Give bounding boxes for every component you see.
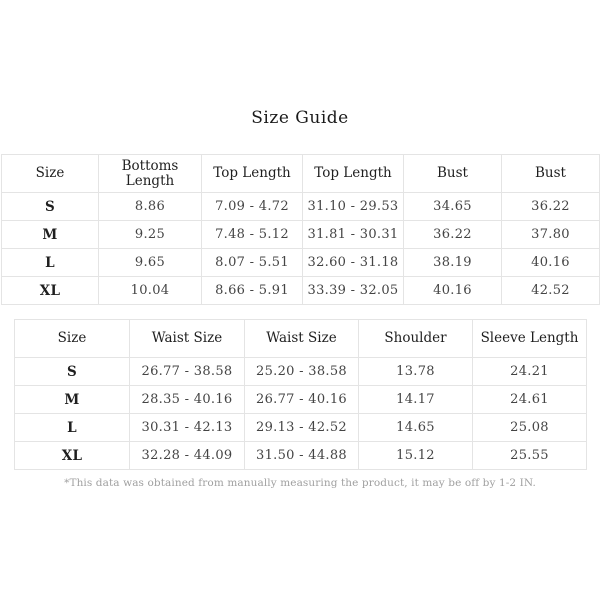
table-cell: 8.07 - 5.51 — [202, 249, 303, 277]
table-cell: 30.31 - 42.13 — [130, 414, 245, 442]
table-row — [2, 277, 600, 305]
table-cell: 7.09 - 4.72 — [202, 193, 303, 221]
table-cell: 31.50 - 44.88 — [245, 442, 359, 470]
table-cell: 31.10 - 29.53 — [303, 193, 404, 221]
table-cell: 9.25 — [99, 221, 202, 249]
table-row — [15, 386, 587, 414]
size-label: XL — [2, 277, 99, 305]
size-label: XL — [15, 442, 130, 470]
table-cell: 7.48 - 5.12 — [202, 221, 303, 249]
table-cell: 14.17 — [359, 386, 473, 414]
table-cell: 24.61 — [473, 386, 587, 414]
size-label: M — [2, 221, 99, 249]
size-label: S — [2, 193, 99, 221]
table-cell: 8.86 — [99, 193, 202, 221]
size-label: S — [15, 358, 130, 386]
table-cell: 25.55 — [473, 442, 587, 470]
table-cell: 28.35 - 40.16 — [130, 386, 245, 414]
table-row — [2, 221, 600, 249]
column-header-top-length-2: Top Length — [303, 155, 404, 193]
table-header-row — [2, 155, 600, 193]
column-header-waist-size-2: Waist Size — [245, 320, 359, 358]
table-row — [2, 249, 600, 277]
table-cell: 36.22 — [502, 193, 600, 221]
table-cell: 29.13 - 42.52 — [245, 414, 359, 442]
table-cell: 32.60 - 31.18 — [303, 249, 404, 277]
column-header-waist-size: Waist Size — [130, 320, 245, 358]
table-cell: 14.65 — [359, 414, 473, 442]
table-cell: 33.39 - 32.05 — [303, 277, 404, 305]
size-label: L — [15, 414, 130, 442]
table-cell: 9.65 — [99, 249, 202, 277]
table-cell: 26.77 - 38.58 — [130, 358, 245, 386]
table-cell: 34.65 — [404, 193, 502, 221]
table-cell: 15.12 — [359, 442, 473, 470]
column-header-bottoms-length: Bottoms Length — [99, 155, 202, 193]
table-cell: 37.80 — [502, 221, 600, 249]
size-table-top — [1, 154, 600, 305]
table-cell: 10.04 — [99, 277, 202, 305]
table-row — [15, 442, 587, 470]
size-table-bottom — [14, 319, 587, 470]
page-title: Size Guide — [251, 108, 349, 128]
column-header-size: Size — [2, 155, 99, 193]
table-cell: 24.21 — [473, 358, 587, 386]
table-cell: 40.16 — [404, 277, 502, 305]
column-header-size: Size — [15, 320, 130, 358]
table-cell: 40.16 — [502, 249, 600, 277]
table-row — [15, 414, 587, 442]
table-cell: 32.28 - 44.09 — [130, 442, 245, 470]
table-cell: 36.22 — [404, 221, 502, 249]
size-label: M — [15, 386, 130, 414]
table-cell: 26.77 - 40.16 — [245, 386, 359, 414]
measurement-disclaimer: *This data was obtained from manually measuring the product, it may be off by 1-2 IN. — [64, 477, 536, 489]
table-cell: 42.52 — [502, 277, 600, 305]
table-cell: 25.08 — [473, 414, 587, 442]
column-header-shoulder: Shoulder — [359, 320, 473, 358]
table-row — [15, 358, 587, 386]
column-header-bust: Bust — [404, 155, 502, 193]
column-header-bust-2: Bust — [502, 155, 600, 193]
table-header-row — [15, 320, 587, 358]
table-cell: 25.20 - 38.58 — [245, 358, 359, 386]
table-cell: 38.19 — [404, 249, 502, 277]
column-header-top-length: Top Length — [202, 155, 303, 193]
column-header-sleeve-length: Sleeve Length — [473, 320, 587, 358]
table-row — [2, 193, 600, 221]
size-label: L — [2, 249, 99, 277]
table-cell: 13.78 — [359, 358, 473, 386]
table-cell: 8.66 - 5.91 — [202, 277, 303, 305]
table-cell: 31.81 - 30.31 — [303, 221, 404, 249]
